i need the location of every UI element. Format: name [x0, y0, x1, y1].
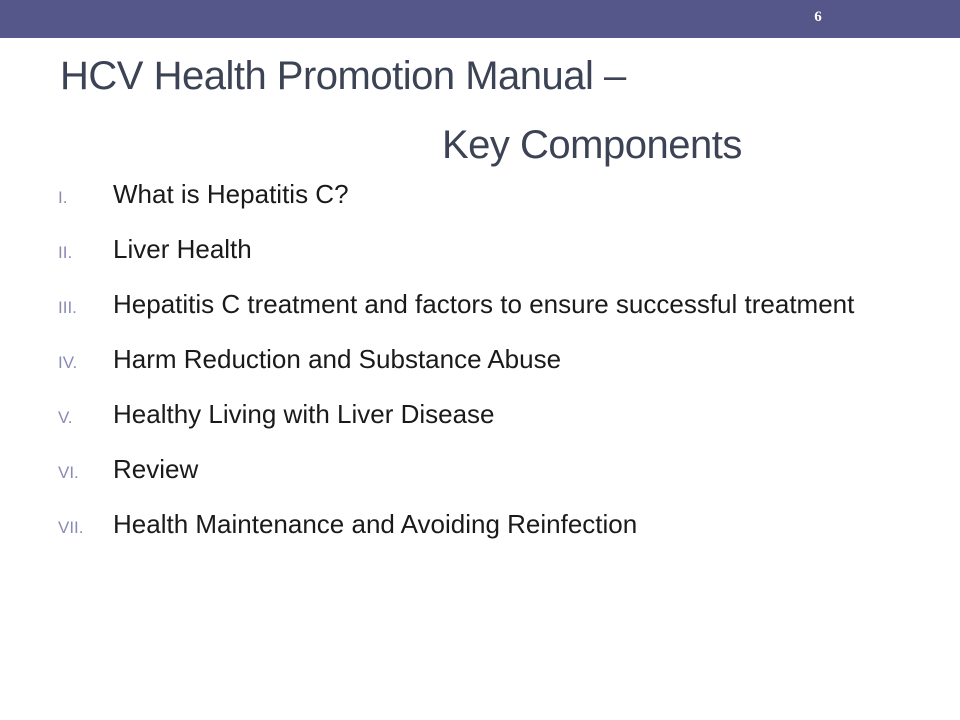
page-number: 6	[814, 9, 822, 25]
list-numeral: II.	[58, 243, 73, 262]
list-numeral: VI.	[58, 463, 79, 482]
list-item-text: What is Hepatitis C?	[113, 179, 349, 209]
list-item	[58, 285, 918, 323]
header-bar	[0, 0, 960, 38]
list-numeral: I.	[58, 188, 68, 207]
list-item-text: Healthy Living with Liver Disease	[113, 399, 495, 429]
list-item-text: Health Maintenance and Avoiding Reinfection	[113, 509, 638, 539]
list-item-text: Hepatitis C treatment and factors to ensure successful treatment	[113, 289, 855, 319]
list-item	[58, 450, 918, 488]
list-item	[58, 395, 918, 433]
list-item-text: Liver Health	[113, 234, 252, 264]
list-numeral: V.	[58, 408, 73, 427]
list-numeral: VII.	[58, 518, 84, 537]
list-item	[58, 230, 918, 268]
list-item	[58, 175, 918, 213]
list-item	[58, 505, 918, 543]
list-numeral: III.	[58, 298, 77, 317]
list-item	[58, 340, 918, 378]
agenda-list	[58, 175, 918, 560]
slide-title-line-2: Key Components	[442, 123, 742, 167]
list-numeral: IV.	[58, 353, 78, 372]
slide-title-line-1: HCV Health Promotion Manual –	[60, 54, 626, 98]
list-item-text: Harm Reduction and Substance Abuse	[113, 344, 562, 374]
list-item-text: Review	[113, 454, 199, 484]
